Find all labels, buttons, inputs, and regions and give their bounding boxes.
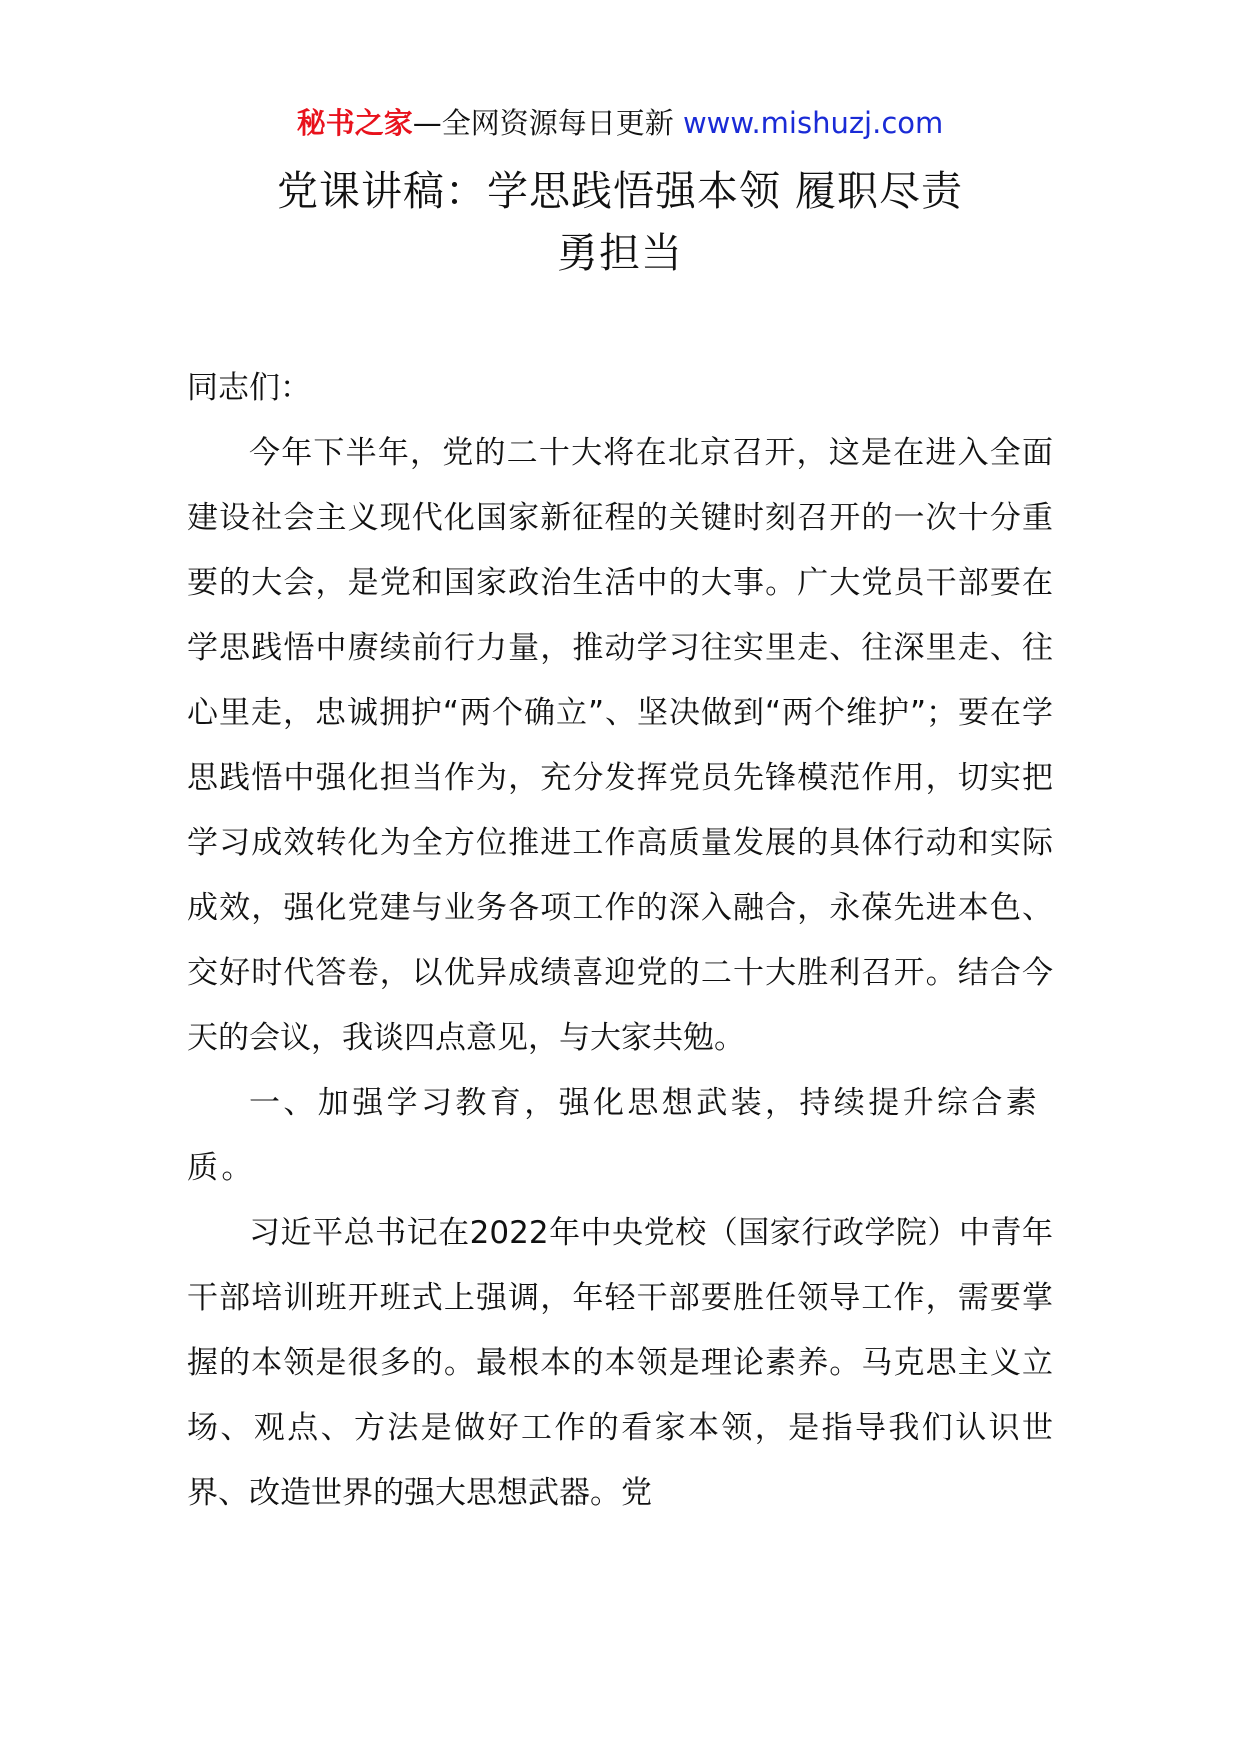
section-heading-1: 一、加强学习教育，强化思想武装，持续提升综合素质。 <box>187 1085 1041 1186</box>
paragraph-intro: 今年下半年，党的二十大将在北京召开，这是在进入全面建设社会主义现代化国家新征程的关键时刻召开的一次十分重要的大会，是党和国家政治生活中的大事。广大党员干部要在学思践悟中赓续前行力量，推动学习往实里走、往深里走、往心里走，忠诚拥护“两个确立”、坚决做到“两个维护”；要在学思践悟中强化担当作为，充分发挥党员先锋模范作用，切实把学习成效转化为全方位推进工作高质量发展的具体行动和实际成效，强化党建与业务各项工作的深入融合，永葆先进本色、交好时代答卷，以优异成绩喜迎党的二十大胜利召开。结合今天的会议，我谈四点意见，与大家共勉。 <box>187 435 1053 1056</box>
site-header <box>0 102 1240 144</box>
document-body <box>187 356 1053 1526</box>
salutation: 同志们： <box>187 370 311 406</box>
document-title <box>140 160 1100 284</box>
title-line-1: 党课讲稿：学思践悟强本领 履职尽责 <box>276 167 964 215</box>
paragraph-section-1: 习近平总书记在2022年中央党校（国家行政学院）中青年干部培训班开班式上强调，年轻干部要胜任领导工作，需要掌握的本领是很多的。最根本的本领是理论素养。马克思主义立场、观点、方法是做好工作的看家本领，是指导我们认识世界、改造世界的强大思想武器。党 <box>187 1215 1053 1511</box>
brand-name: 秘书之家 <box>296 106 413 140</box>
site-url-link[interactable]: www.mishuzj.com <box>682 106 944 140</box>
header-tagline: —全网资源每日更新 <box>412 106 683 140</box>
title-line-2: 勇担当 <box>557 229 683 277</box>
